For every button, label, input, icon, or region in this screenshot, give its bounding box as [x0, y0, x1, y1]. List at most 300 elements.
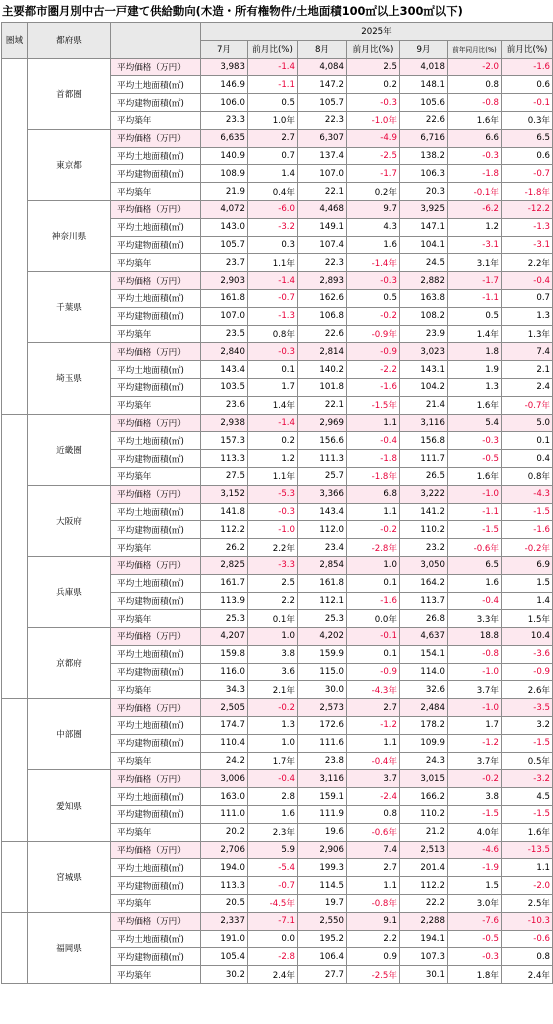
value-cell: 201.4 — [400, 859, 448, 877]
value-cell: 2.4年 — [248, 966, 298, 984]
value-cell: 107.0 — [201, 307, 248, 325]
region-label: 神奈川県 — [28, 200, 111, 271]
value-cell: 161.8 — [298, 574, 347, 592]
value-cell: 1.3 — [448, 378, 502, 396]
value-cell: 1.4 — [502, 592, 553, 610]
value-cell: -13.5 — [502, 841, 553, 859]
metric-label: 平均価格（万円） — [111, 129, 201, 147]
value-cell: -2.4 — [347, 788, 400, 806]
value-cell: 104.2 — [400, 378, 448, 396]
value-cell: 3,222 — [400, 485, 448, 503]
value-cell: 163.0 — [201, 788, 248, 806]
value-cell: -0.7 — [248, 289, 298, 307]
header-row-1 — [2, 23, 553, 41]
value-cell: 2.7 — [347, 859, 400, 877]
value-cell: 3.0年 — [448, 895, 502, 913]
value-cell: 3,050 — [400, 556, 448, 574]
value-cell: 2.1年 — [248, 681, 298, 699]
value-cell: 4.5 — [502, 788, 553, 806]
value-cell: -0.2 — [347, 307, 400, 325]
value-cell: 2.1 — [502, 361, 553, 379]
value-cell: 22.1 — [298, 183, 347, 201]
area-cell — [2, 58, 28, 414]
month-8-header: 8月 — [298, 40, 347, 58]
metric-label: 平均価格（万円） — [111, 343, 201, 361]
value-cell: 5.9 — [248, 841, 298, 859]
metric-label: 平均土地面積(㎡) — [111, 361, 201, 379]
value-cell: 24.2 — [201, 752, 248, 770]
metric-label: 平均土地面積(㎡) — [111, 645, 201, 663]
area-cell — [2, 414, 28, 699]
value-cell: -4.6 — [448, 841, 502, 859]
value-cell: 1.5年 — [502, 610, 553, 628]
value-cell: 3,366 — [298, 485, 347, 503]
region-label: 中部圏 — [28, 699, 111, 770]
value-cell: 1.1年 — [248, 254, 298, 272]
value-cell: 161.7 — [201, 574, 248, 592]
value-cell: 191.0 — [201, 930, 248, 948]
mom-header-7: 前月比(%) — [248, 40, 298, 58]
value-cell: 1.0 — [347, 556, 400, 574]
value-cell: 159.1 — [298, 788, 347, 806]
value-cell: 154.1 — [400, 645, 448, 663]
metric-label: 平均土地面積(㎡) — [111, 859, 201, 877]
value-cell: 194.0 — [201, 859, 248, 877]
value-cell: 2,938 — [201, 414, 248, 432]
value-cell: -7.1 — [248, 912, 298, 930]
value-cell: 24.5 — [400, 254, 448, 272]
value-cell: -1.6 — [502, 58, 553, 76]
value-cell: -1.4 — [248, 58, 298, 76]
value-cell: 0.6 — [502, 76, 553, 94]
value-cell: -1.0 — [448, 485, 502, 503]
value-cell: 10.4 — [502, 628, 553, 646]
value-cell: 105.4 — [201, 948, 248, 966]
value-cell: -1.8 — [448, 165, 502, 183]
value-cell: -1.8年 — [347, 467, 400, 485]
value-cell: 26.8 — [400, 610, 448, 628]
value-cell: -4.3年 — [347, 681, 400, 699]
value-cell: 0.8 — [502, 948, 553, 966]
value-cell: 21.9 — [201, 183, 248, 201]
value-cell: -1.1 — [448, 503, 502, 521]
pref-header: 都府県 — [28, 23, 111, 59]
value-cell: -0.4 — [248, 770, 298, 788]
metric-label: 平均土地面積(㎡) — [111, 788, 201, 806]
metric-label: 平均価格（万円） — [111, 699, 201, 717]
value-cell: 2.5 — [248, 574, 298, 592]
value-cell: -6.0 — [248, 200, 298, 218]
value-cell: -0.3 — [347, 94, 400, 112]
value-cell: -6.2 — [448, 200, 502, 218]
value-cell: 3.1年 — [448, 254, 502, 272]
metric-label: 平均建物面積(㎡) — [111, 663, 201, 681]
value-cell: -4.5年 — [248, 895, 298, 913]
region-label: 東京都 — [28, 129, 111, 200]
value-cell: -10.3 — [502, 912, 553, 930]
value-cell: 6,635 — [201, 129, 248, 147]
value-cell: 0.0年 — [347, 610, 400, 628]
value-cell: 6,716 — [400, 129, 448, 147]
value-cell: 4.0年 — [448, 823, 502, 841]
metric-label: 平均建物面積(㎡) — [111, 236, 201, 254]
value-cell: 0.8年 — [248, 325, 298, 343]
value-cell: 2,969 — [298, 414, 347, 432]
metric-label: 平均土地面積(㎡) — [111, 574, 201, 592]
value-cell: 174.7 — [201, 717, 248, 735]
metric-label: 平均土地面積(㎡) — [111, 503, 201, 521]
metric-label: 平均価格（万円） — [111, 628, 201, 646]
metric-label: 平均建物面積(㎡) — [111, 165, 201, 183]
value-cell: -0.8 — [448, 645, 502, 663]
value-cell: -3.1 — [502, 236, 553, 254]
region-label: 愛知県 — [28, 770, 111, 841]
value-cell: 159.8 — [201, 645, 248, 663]
value-cell: -1.5 — [448, 521, 502, 539]
value-cell: 106.0 — [201, 94, 248, 112]
value-cell: 24.3 — [400, 752, 448, 770]
value-cell: 0.1年 — [248, 610, 298, 628]
value-cell: 101.8 — [298, 378, 347, 396]
value-cell: -3.5 — [502, 699, 553, 717]
value-cell: -1.6 — [502, 521, 553, 539]
value-cell: 103.5 — [201, 378, 248, 396]
value-cell: -1.6 — [347, 592, 400, 610]
metric-label: 平均土地面積(㎡) — [111, 76, 201, 94]
value-cell: 30.2 — [201, 966, 248, 984]
value-cell: -0.4年 — [347, 752, 400, 770]
value-cell: 26.5 — [400, 467, 448, 485]
table-row — [2, 272, 553, 290]
value-cell: 140.9 — [201, 147, 248, 165]
value-cell: 1.3 — [502, 307, 553, 325]
value-cell: 3,116 — [298, 770, 347, 788]
value-cell: 3.3年 — [448, 610, 502, 628]
value-cell: 1.1 — [502, 859, 553, 877]
value-cell: -0.7 — [502, 165, 553, 183]
metric-label: 平均土地面積(㎡) — [111, 218, 201, 236]
value-cell: 108.9 — [201, 165, 248, 183]
value-cell: 1.2 — [248, 450, 298, 468]
value-cell: 23.5 — [201, 325, 248, 343]
table-row — [2, 414, 553, 432]
value-cell: -5.3 — [248, 485, 298, 503]
value-cell: -3.1 — [448, 236, 502, 254]
value-cell: 178.2 — [400, 717, 448, 735]
value-cell: 1.1 — [347, 414, 400, 432]
metric-label: 平均築年 — [111, 752, 201, 770]
value-cell: 105.7 — [201, 236, 248, 254]
value-cell: -0.9 — [347, 663, 400, 681]
table-row — [2, 556, 553, 574]
value-cell: -2.0 — [502, 877, 553, 895]
value-cell: 2,814 — [298, 343, 347, 361]
value-cell: 2,505 — [201, 699, 248, 717]
region-label: 近畿圏 — [28, 414, 111, 485]
value-cell: 2.5 — [347, 58, 400, 76]
value-cell: 6.5 — [502, 129, 553, 147]
supply-trend-table — [1, 22, 553, 984]
metric-label: 平均価格（万円） — [111, 485, 201, 503]
value-cell: 0.7 — [248, 147, 298, 165]
value-cell: 110.2 — [400, 806, 448, 824]
value-cell: 162.6 — [298, 289, 347, 307]
value-cell: 4,202 — [298, 628, 347, 646]
value-cell: -1.4 — [248, 414, 298, 432]
value-cell: 1.4年 — [448, 325, 502, 343]
value-cell: 4,072 — [201, 200, 248, 218]
value-cell: 112.2 — [400, 877, 448, 895]
value-cell: -2.5 — [347, 147, 400, 165]
value-cell: 23.8 — [298, 752, 347, 770]
value-cell: 0.5 — [248, 94, 298, 112]
value-cell: -4.9 — [347, 129, 400, 147]
value-cell: -0.8 — [448, 94, 502, 112]
table-row — [2, 58, 553, 76]
value-cell: 4,637 — [400, 628, 448, 646]
value-cell: 108.2 — [400, 307, 448, 325]
value-cell: -1.0 — [448, 699, 502, 717]
value-cell: 156.8 — [400, 432, 448, 450]
value-cell: 113.9 — [201, 592, 248, 610]
value-cell: 23.2 — [400, 539, 448, 557]
value-cell: 1.1 — [347, 734, 400, 752]
value-cell: 1.8 — [448, 343, 502, 361]
value-cell: 0.9 — [347, 948, 400, 966]
value-cell: -1.1 — [448, 289, 502, 307]
value-cell: 1.2 — [448, 218, 502, 236]
value-cell: -1.5 — [448, 806, 502, 824]
metric-label: 平均価格（万円） — [111, 556, 201, 574]
value-cell: 4,207 — [201, 628, 248, 646]
value-cell: 2.4年 — [502, 966, 553, 984]
value-cell: 18.8 — [448, 628, 502, 646]
value-cell: 26.2 — [201, 539, 248, 557]
value-cell: 159.9 — [298, 645, 347, 663]
value-cell: 111.9 — [298, 806, 347, 824]
value-cell: 143.4 — [201, 361, 248, 379]
value-cell: 157.3 — [201, 432, 248, 450]
value-cell: 0.6 — [502, 147, 553, 165]
value-cell: 199.3 — [298, 859, 347, 877]
metric-label: 平均築年 — [111, 681, 201, 699]
value-cell: 34.3 — [201, 681, 248, 699]
value-cell: 2,893 — [298, 272, 347, 290]
value-cell: 112.1 — [298, 592, 347, 610]
metric-label: 平均築年 — [111, 396, 201, 414]
value-cell: 0.8 — [448, 76, 502, 94]
value-cell: 19.7 — [298, 895, 347, 913]
value-cell: 112.0 — [298, 521, 347, 539]
table-row — [2, 200, 553, 218]
value-cell: 106.4 — [298, 948, 347, 966]
value-cell: 1.1 — [347, 877, 400, 895]
value-cell: 4,468 — [298, 200, 347, 218]
value-cell: 23.6 — [201, 396, 248, 414]
table-row — [2, 485, 553, 503]
value-cell: -0.2 — [248, 699, 298, 717]
value-cell: 194.1 — [400, 930, 448, 948]
value-cell: 7.4 — [502, 343, 553, 361]
value-cell: 1.1年 — [248, 467, 298, 485]
value-cell: 1.5 — [502, 574, 553, 592]
value-cell: 22.6 — [400, 111, 448, 129]
value-cell: -1.7 — [347, 165, 400, 183]
value-cell: 1.7 — [248, 378, 298, 396]
mom-header-9: 前月比(%) — [502, 40, 553, 58]
value-cell: 0.2 — [248, 432, 298, 450]
value-cell: 3.7年 — [448, 681, 502, 699]
value-cell: -1.8年 — [502, 183, 553, 201]
value-cell: 25.3 — [298, 610, 347, 628]
table-row — [2, 343, 553, 361]
value-cell: 1.6 — [248, 806, 298, 824]
table-row — [2, 628, 553, 646]
value-cell: 2,906 — [298, 841, 347, 859]
value-cell: 2,573 — [298, 699, 347, 717]
value-cell: 147.1 — [400, 218, 448, 236]
value-cell: 4,084 — [298, 58, 347, 76]
value-cell: 1.0 — [248, 628, 298, 646]
value-cell: -0.3 — [248, 503, 298, 521]
value-cell: -0.3 — [448, 432, 502, 450]
value-cell: 0.7 — [502, 289, 553, 307]
value-cell: 138.2 — [400, 147, 448, 165]
metric-label: 平均築年 — [111, 823, 201, 841]
value-cell: 23.4 — [298, 539, 347, 557]
value-cell: 22.3 — [298, 111, 347, 129]
value-cell: -0.2 — [347, 521, 400, 539]
value-cell: 2.2 — [347, 930, 400, 948]
value-cell: 113.7 — [400, 592, 448, 610]
metric-label: 平均築年 — [111, 539, 201, 557]
metric-label: 平均築年 — [111, 895, 201, 913]
value-cell: 0.4 — [502, 450, 553, 468]
value-cell: 2.2 — [248, 592, 298, 610]
metric-label: 平均土地面積(㎡) — [111, 289, 201, 307]
value-cell: 114.0 — [400, 663, 448, 681]
value-cell: -1.0年 — [347, 111, 400, 129]
value-cell: -1.4年 — [347, 254, 400, 272]
value-cell: 1.7 — [448, 717, 502, 735]
value-cell: -4.3 — [502, 485, 553, 503]
metric-label: 平均土地面積(㎡) — [111, 717, 201, 735]
value-cell: -0.2年 — [502, 539, 553, 557]
value-cell: 143.4 — [298, 503, 347, 521]
value-cell: 6.5 — [448, 556, 502, 574]
value-cell: 141.2 — [400, 503, 448, 521]
value-cell: -3.6 — [502, 645, 553, 663]
metric-label: 平均築年 — [111, 325, 201, 343]
metric-label: 平均建物面積(㎡) — [111, 734, 201, 752]
metric-label: 平均価格（万円） — [111, 414, 201, 432]
value-cell: 2,484 — [400, 699, 448, 717]
value-cell: 21.4 — [400, 396, 448, 414]
table-row — [2, 841, 553, 859]
table-row — [2, 129, 553, 147]
value-cell: 23.3 — [201, 111, 248, 129]
value-cell: 1.6 — [347, 236, 400, 254]
value-cell: -1.5 — [502, 734, 553, 752]
value-cell: 0.1 — [248, 361, 298, 379]
value-cell: 1.1 — [347, 503, 400, 521]
table-row — [2, 699, 553, 717]
value-cell: -0.9年 — [347, 325, 400, 343]
value-cell: 1.4 — [248, 165, 298, 183]
value-cell: 143.0 — [201, 218, 248, 236]
value-cell: 140.2 — [298, 361, 347, 379]
value-cell: 32.6 — [400, 681, 448, 699]
region-label: 埼玉県 — [28, 343, 111, 414]
value-cell: 156.6 — [298, 432, 347, 450]
value-cell: 22.3 — [298, 254, 347, 272]
value-cell: 166.2 — [400, 788, 448, 806]
value-cell: 105.6 — [400, 94, 448, 112]
value-cell: 172.6 — [298, 717, 347, 735]
value-cell: -1.3 — [502, 218, 553, 236]
value-cell: -0.4 — [502, 272, 553, 290]
value-cell: 3,006 — [201, 770, 248, 788]
value-cell: -5.4 — [248, 859, 298, 877]
value-cell: -1.5 — [502, 503, 553, 521]
value-cell: -2.8 — [248, 948, 298, 966]
value-cell: 2,550 — [298, 912, 347, 930]
value-cell: 3,152 — [201, 485, 248, 503]
value-cell: 25.7 — [298, 467, 347, 485]
value-cell: 2,825 — [201, 556, 248, 574]
metric-label: 平均築年 — [111, 254, 201, 272]
metric-header — [111, 23, 201, 59]
value-cell: -0.3 — [347, 272, 400, 290]
metric-label: 平均価格（万円） — [111, 200, 201, 218]
value-cell: 23.7 — [201, 254, 248, 272]
value-cell: 2.7 — [347, 699, 400, 717]
value-cell: 1.6 — [448, 574, 502, 592]
value-cell: -0.7 — [248, 877, 298, 895]
value-cell: -1.4 — [248, 272, 298, 290]
value-cell: 0.5 — [347, 289, 400, 307]
metric-label: 平均建物面積(㎡) — [111, 877, 201, 895]
value-cell: -0.1 — [347, 628, 400, 646]
value-cell: 0.3年 — [502, 111, 553, 129]
value-cell: -3.2 — [502, 770, 553, 788]
value-cell: 2,854 — [298, 556, 347, 574]
value-cell: 0.2 — [347, 76, 400, 94]
metric-label: 平均築年 — [111, 610, 201, 628]
value-cell: -0.8年 — [347, 895, 400, 913]
metric-label: 平均築年 — [111, 111, 201, 129]
value-cell: 3.6 — [248, 663, 298, 681]
value-cell: 146.9 — [201, 76, 248, 94]
value-cell: -1.5年 — [347, 396, 400, 414]
value-cell: 1.4年 — [248, 396, 298, 414]
value-cell: -0.9 — [347, 343, 400, 361]
value-cell: 1.6年 — [448, 467, 502, 485]
value-cell: 1.5 — [448, 877, 502, 895]
value-cell: 110.2 — [400, 521, 448, 539]
value-cell: -12.2 — [502, 200, 553, 218]
value-cell: 1.6年 — [448, 396, 502, 414]
report-title: 主要都市圏月別中古一戸建て供給動向(木造・所有権物件/土地面積100㎡以上300㎡以下) — [2, 4, 463, 18]
value-cell: 21.2 — [400, 823, 448, 841]
value-cell: 5.4 — [448, 414, 502, 432]
value-cell: 3.8 — [448, 788, 502, 806]
value-cell: 7.4 — [347, 841, 400, 859]
metric-label: 平均価格（万円） — [111, 272, 201, 290]
region-label: 兵庫県 — [28, 556, 111, 627]
month-7-header: 7月 — [201, 40, 248, 58]
value-cell: -1.3 — [248, 307, 298, 325]
